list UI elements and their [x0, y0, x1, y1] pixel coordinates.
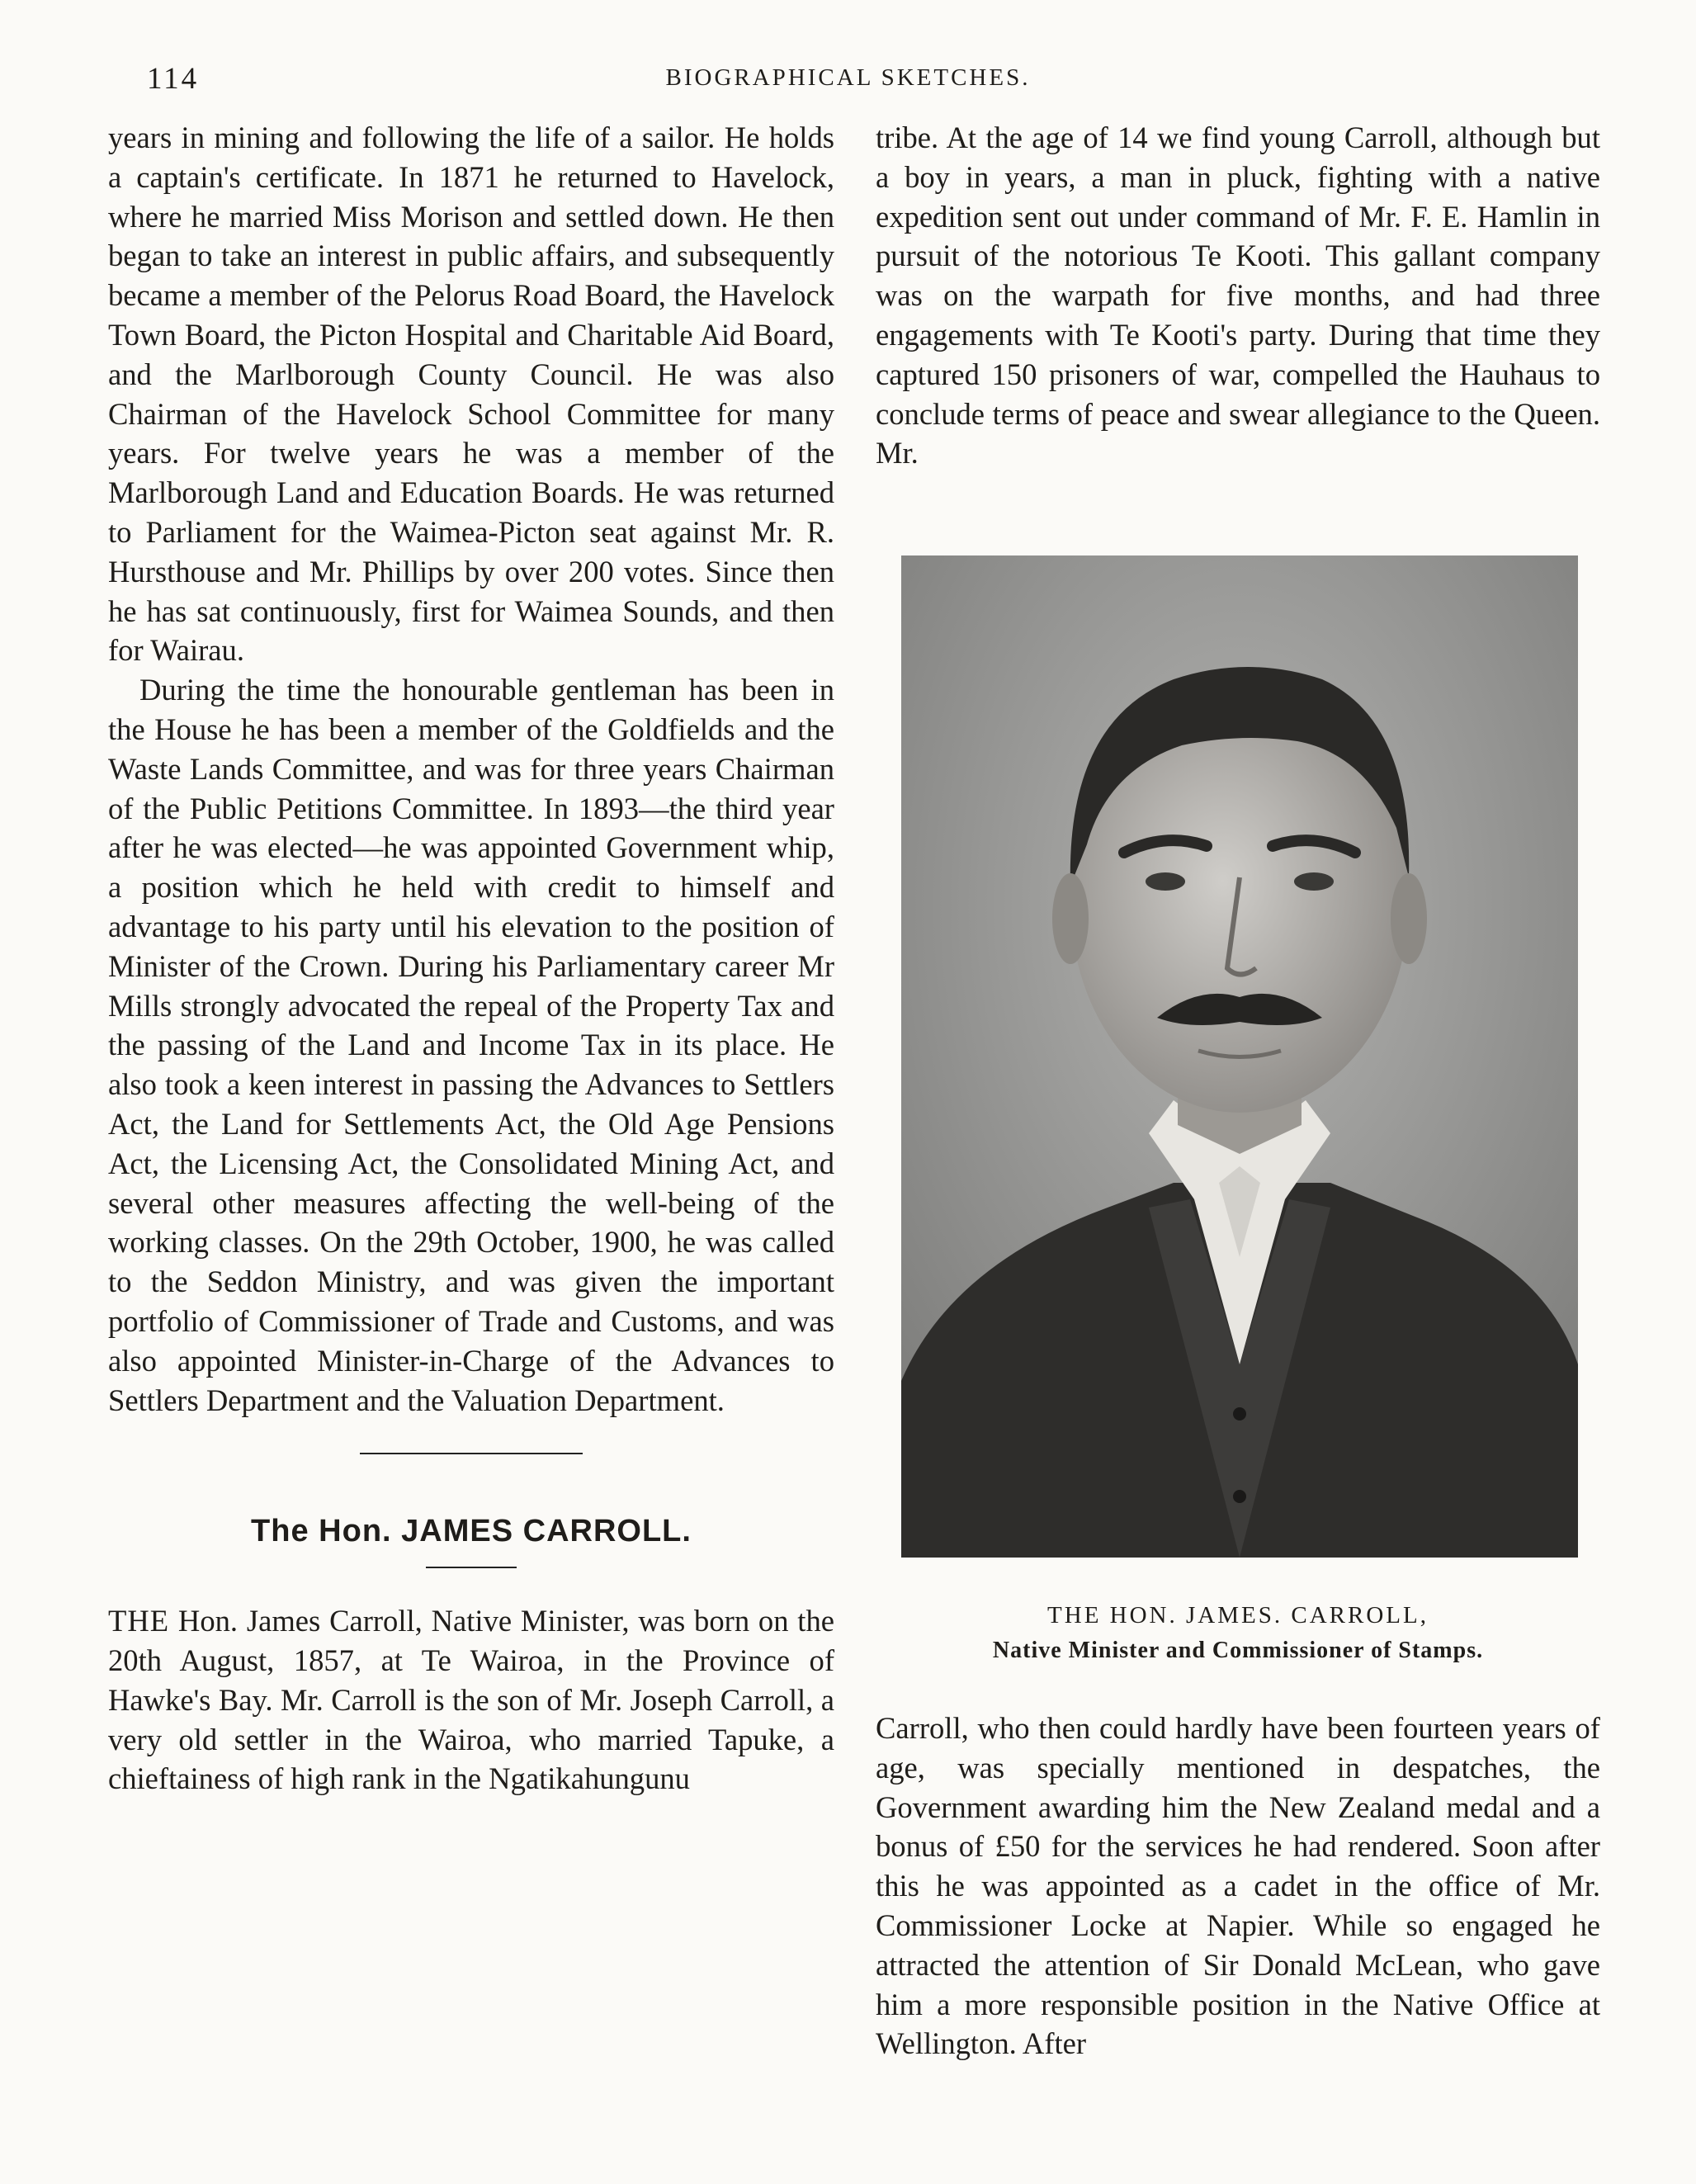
paragraph-mills-parliament: During the time the honourable gentleman has been in the House he has been a member of the Goldfields and the Waste Lands Committee, and was for three years Chairman of the Public Petitions Committee. In 1893—the third year after he was elected—he was appointed Government whip, a position which he held with credit to himself and advantage to his party until his elevation to the position of Minister of the Crown. During his Parliamentary career Mr Mills strongly advocated the repeal of the Property Tax and the passing of the Land and Income Tax in its place. He also took a keen interest in passing the Advances to Settlers Act, the Land for Settlements Act, the Old Age Pensions Act, the Licensing Act, the Consolidated Mining Act, and several other measures affecting the well-being of the working classes. On the 29th October, 1900, he was called to the Seddon Ministry, and was given the important portfolio of Commissioner of Trade and Customs, and was also appointed Minister-in-Charge of the Advances to Settlers Department and the Valuation Department.: [108, 673, 834, 1417]
section-title-underline: [426, 1567, 517, 1568]
paragraph-carroll-expedition: tribe. At the age of 14 we find young Carroll, although but a boy in years, a man in pluck, fighting with a native expedition sent out under command of Mr. F. E. Hamlin in pursuit of the notorious Te Kooti. This gallant company was on the warpath for five months, and had three engagements with Te Kooti's party. During that time they captured 150 prisoners of war, compelled the Hauhaus to conclude terms of peace and swear allegiance to the Queen. Mr.: [876, 121, 1600, 470]
paragraph-carroll-intro: [108, 1601, 834, 1799]
portrait-illustration: [901, 555, 1578, 1558]
right-column-bottom: [876, 1709, 1600, 2063]
paragraph-carroll-intro-text: Hon. James Carroll, Native Minister, was born on the 20th August, 1857, at Te Wairoa, in the Province of Hawke's Bay. Mr. Carroll is the son of Mr. Joseph Carroll, a very old settler in the Wairoa, who married Tapuke, a chieftainess of high rank in the Ngatikahungunu: [108, 1604, 834, 1796]
portrait-photo: [901, 555, 1578, 1558]
paragraph-mills-career: years in mining and following the life of a sailor. He holds a captain's certificate. In 1871 he returned to Havelock, where he married Miss Morison and settled down. He then began to take an interest in public affairs, and subsequently became a member of the Pelorus Road Board, the Havelock Town Board, the Picton Hospital and Charitable Aid Board, and the Marlborough County Council. He was also Chairman of the Havelock School Committee for many years. For twelve years he was a member of the Marlborough Land and Education Boards. He was returned to Parliament for the Waimea-Picton seat against Mr. R. Hursthouse and Mr. Phillips by over 200 votes. Since then he has sat continuously, first for Waimea Sounds, and then for Wairau.: [108, 121, 834, 668]
paragraph-carroll-career: Carroll, who then could hardly have been fourteen years of age, was specially mentioned in despatches, the Government awarding him the New Zealand medal and a bonus of £50 for the services he had rendered. Soon after this he was appointed as a cadet in the office of Mr. Commissioner Locke at Napier. While so engaged he attracted the attention of Sir Donald McLean, who gave him a more responsible position in the Native Office at Wellington. After: [876, 1711, 1600, 2061]
section-divider: [360, 1453, 583, 1454]
right-column-top: [876, 118, 1600, 473]
figure-caption: [876, 1597, 1600, 1668]
running-title: BIOGRAPHICAL SKETCHES.: [665, 64, 1031, 91]
left-column: [108, 118, 834, 1799]
page-number: 114: [147, 62, 200, 96]
caption-title: THE HON. JAMES. CARROLL,: [1047, 1602, 1429, 1629]
section-title: [108, 1510, 834, 1552]
caption-subtitle: Native Minister and Commissioner of Stamps.: [992, 1638, 1484, 1663]
lead-word: THE: [108, 1604, 170, 1638]
section-title-prefix: The Hon.: [251, 1514, 392, 1549]
section-title-name: JAMES CARROLL.: [401, 1514, 692, 1549]
page-header: [0, 56, 1696, 106]
